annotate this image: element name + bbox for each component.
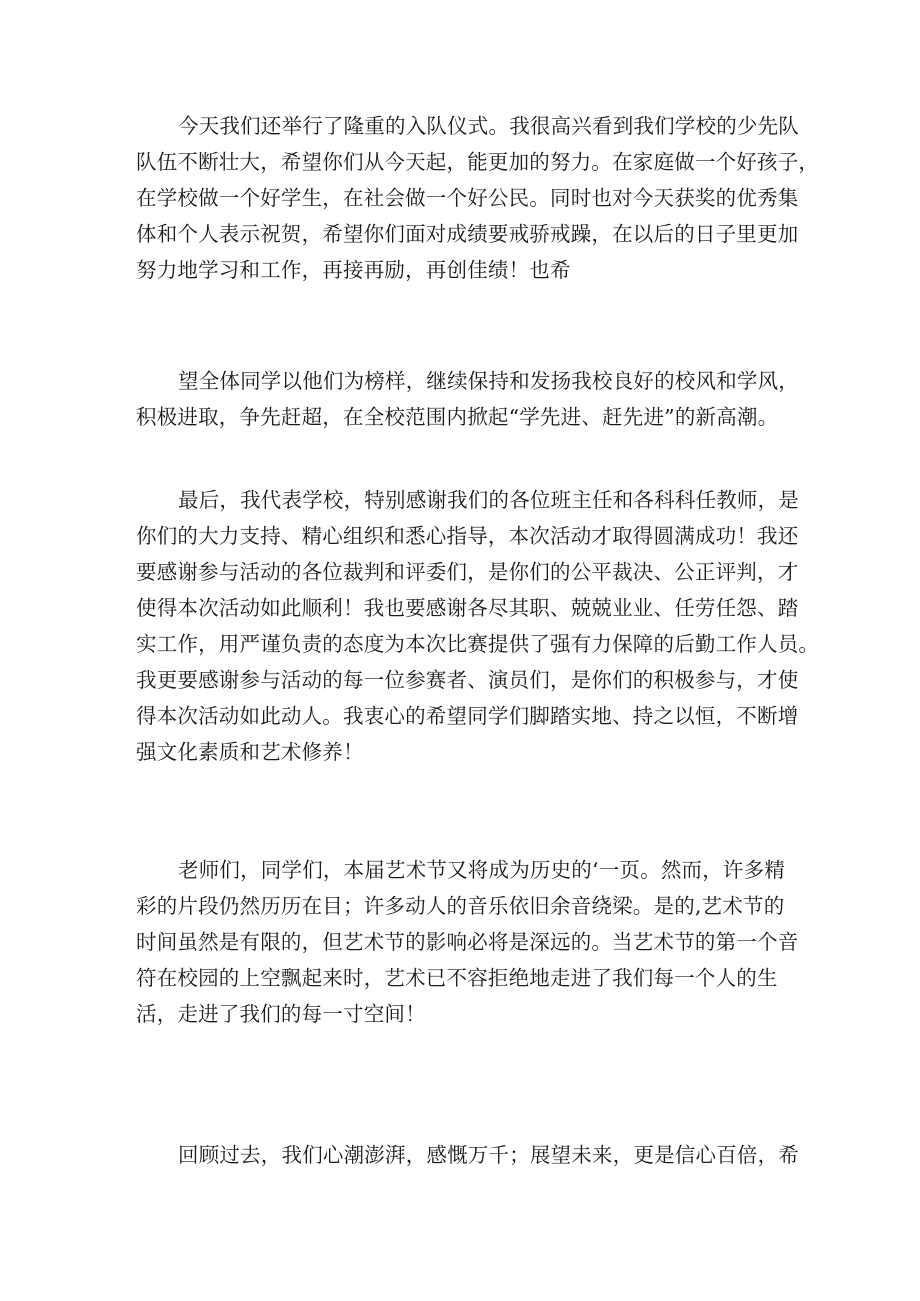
text-line: 使得本次活动如此顺利！我也要感谢各尽其职、兢兢业业、任劳任怨、踏 (136, 596, 799, 620)
text-line: 积极进取，争先赶超，在全校范围内掀起“学先进、赶先进”的新高潮。 (136, 405, 779, 429)
text-line: 望全体同学以他们为榜样，继续保持和发扬我校良好的校风和学风， (178, 369, 799, 393)
text-line: 得本次活动如此动人。我衷心的希望同学们脚踏实地、持之以恒，不断增 (136, 704, 799, 728)
text-line: 强文化素质和艺术修养！ (136, 740, 364, 764)
text-line: 今天我们还举行了隆重的入队仪式。我很高兴看到我们学校的少先队 (178, 114, 799, 138)
text-line: 体和个人表示祝贺，希望你们面对成绩要戒骄戒躁，在以后的日子里更加 (136, 222, 799, 246)
text-line: 我更要感谢参与活动的每一位参赛者、演员们，是你们的积极参与，才使 (136, 668, 799, 692)
paragraph-2 (136, 363, 799, 435)
text-line: 回顾过去，我们心潮澎湃，感慨万千；展望未来，更是信心百倍，希 (178, 1143, 799, 1167)
paragraph-3 (136, 482, 820, 770)
text-line: 活，走进了我们的每一寸空间！ (136, 1002, 426, 1026)
paragraph-4 (136, 852, 799, 1032)
text-line: 彩的片段仍然历历在目；许多动人的音乐依旧余音绕梁。是的,艺术节的 (136, 894, 785, 918)
text-line: 符在校园的上空飘起来时，艺术已不容拒绝地走进了我们每一个人的生 (136, 966, 778, 990)
text-line: 队伍不断壮大，希望你们从今天起，能更加的努力。在家庭做一个好孩子， (136, 150, 820, 174)
text-line: 你们的大力支持、精心组织和悉心指导，本次活动才取得圆满成功！我还 (136, 524, 799, 548)
paragraph-1 (136, 108, 820, 288)
text-line: 努力地学习和工作，再接再励，再创佳绩！也希 (136, 258, 571, 282)
text-line: 老师们，同学们，本届艺术节又将成为历史的‘一页。然而，许多精 (178, 858, 786, 882)
text-line: 要感谢参与活动的各位裁判和评委们，是你们的公平裁决、公正评判，才 (136, 560, 799, 584)
paragraph-5 (136, 1137, 799, 1173)
text-line: 在学校做一个好学生，在社会做一个好公民。同时也对今天获奖的优秀集 (136, 186, 799, 210)
text-line: 时间虽然是有限的，但艺术节的影响必将是深远的。当艺术节的第一个音 (136, 930, 799, 954)
text-line: 最后，我代表学校，特别感谢我们的各位班主任和各科科任教师，是 (178, 488, 799, 512)
text-line: 实工作，用严谨负责的态度为本次比赛提供了强有力保障的后勤工作人员。 (136, 632, 820, 656)
